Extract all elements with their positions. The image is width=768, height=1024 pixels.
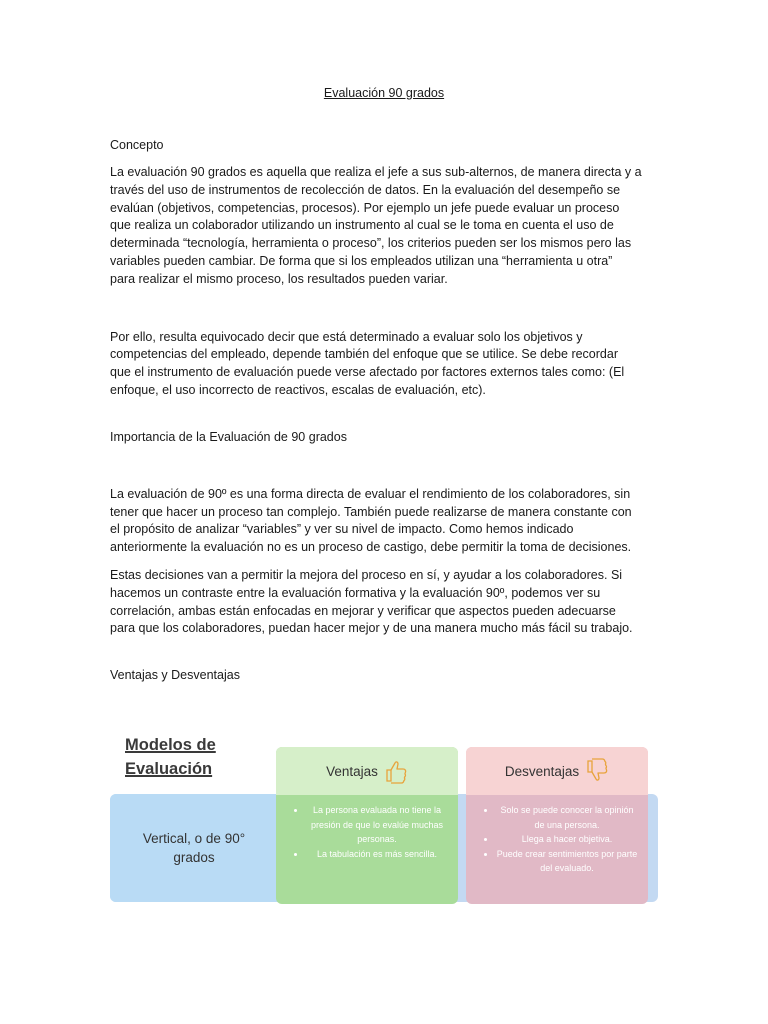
- text-line: La evaluación 90 grados es aquella que realiza el jefe a sus sub-alternos, de manera directa y a: [110, 165, 642, 179]
- text-line: hacemos un contraste entre la evaluación formativa y la evaluación 90º, podemos ver su: [110, 585, 601, 600]
- text-line: Por ello, resulta equivocado decir que está determinado a evaluar solo los objetivos y: [110, 329, 583, 344]
- evaluation-models-infographic: [110, 722, 658, 904]
- section-heading-importancia: Importancia de la Evaluación de 90 grados: [110, 429, 347, 444]
- list-item: • Llega a hacer objetiva.: [496, 832, 638, 847]
- ventajas-column: [276, 747, 458, 904]
- thumbs-down-icon: [585, 757, 609, 785]
- section-heading-concepto: Concepto: [110, 138, 164, 152]
- text-line: La evaluación de 90º es una forma directa de evaluar el rendimiento de los colaboradores, sin: [110, 486, 631, 501]
- list-item: • Solo se puede conocer la opinión de una persona.: [496, 803, 638, 832]
- row-label-line: Vertical, o de 90°: [142, 831, 246, 846]
- ventajas-body: [276, 795, 458, 861]
- paragraph-importancia-1: [110, 486, 658, 557]
- thumbs-up-icon: [384, 757, 408, 785]
- list-item: • Puede crear sentimientos por parte del evaluado.: [496, 847, 638, 876]
- desventajas-list: [484, 803, 638, 876]
- text-line: que el instrumento de evaluación puede verse afectado por factores externos tales como: (El: [110, 365, 625, 380]
- desventajas-column: [466, 747, 648, 904]
- text-line: Estas decisiones van a permitir la mejora del proceso en sí, y ayudar a los colaboradores. Si: [110, 567, 623, 582]
- document-body: [110, 86, 658, 694]
- title-line: Modelos de: [125, 736, 216, 754]
- desventajas-header: [466, 747, 648, 795]
- model-row-label: [110, 794, 278, 902]
- list-item: • La persona evaluada no tiene la presión de que lo evalúe muchas personas.: [306, 803, 448, 847]
- text-line: enfoque, el uso incorrecto de reactivos, escalas de evaluación, etc).: [110, 382, 486, 397]
- text-line: para que los colaboradores, puedan hacer mejor y de una manera mucho más fácil su trabajo.: [110, 621, 633, 636]
- ventajas-label: Ventajas: [326, 763, 378, 779]
- infographic-title: [125, 733, 216, 781]
- text-line: para realizar el mismo proceso, los resultados pueden variar.: [110, 271, 448, 286]
- section-heading-ventajas-desventajas: Ventajas y Desventajas: [110, 668, 240, 683]
- paragraph-concepto-2: [110, 329, 658, 400]
- text-line: el propósito de analizar “variables” y ver su nivel de impacto. Como hemos indicado: [110, 522, 574, 537]
- row-label-line: grados: [173, 850, 215, 865]
- text-line: competencias del empleado, depende también del enfoque que se utilice. Se debe recordar: [110, 347, 618, 362]
- text-line: variables pueden cambiar. De forma que si los empleados utilizan una “herramienta u otra”: [110, 253, 613, 268]
- ventajas-list: [294, 803, 448, 861]
- desventajas-body: [466, 795, 648, 876]
- text-line: que realiza un colaborador utilizando un instrumento al cual se le toma en cuenta el uso de: [110, 218, 614, 233]
- text-line: tener que hacer un proceso tan complejo. También puede realizarse de manera constante con: [110, 504, 632, 519]
- text-line: determinada “tecnología, herramienta o proceso”, los criterios pueden ser los mismos pero las: [110, 236, 632, 251]
- document-title: Evaluación 90 grados: [323, 86, 445, 100]
- paragraph-importancia-2: [110, 567, 658, 638]
- text-line: evalúan (objetivos, competencias, procesos). Por ejemplo un jefe puede evaluar un proceso: [110, 200, 620, 215]
- text-line: través del uso de instrumentos de recolección de datos. En la evaluación del desempeño se: [110, 182, 621, 197]
- title-line: Evaluación: [125, 760, 213, 778]
- list-item: • La tabulación es más sencilla.: [306, 847, 448, 862]
- ventajas-header: [276, 747, 458, 795]
- text-line: anteriormente la evaluación no es un proceso de castigo, debe permitir la toma de decisiones.: [110, 540, 632, 555]
- paragraph-concepto-1: [110, 164, 658, 289]
- desventajas-label: Desventajas: [504, 763, 580, 779]
- text-line: correlación, ambas están enfocadas en mejorar y verificar que aspectos pueden adecuarse: [110, 603, 616, 618]
